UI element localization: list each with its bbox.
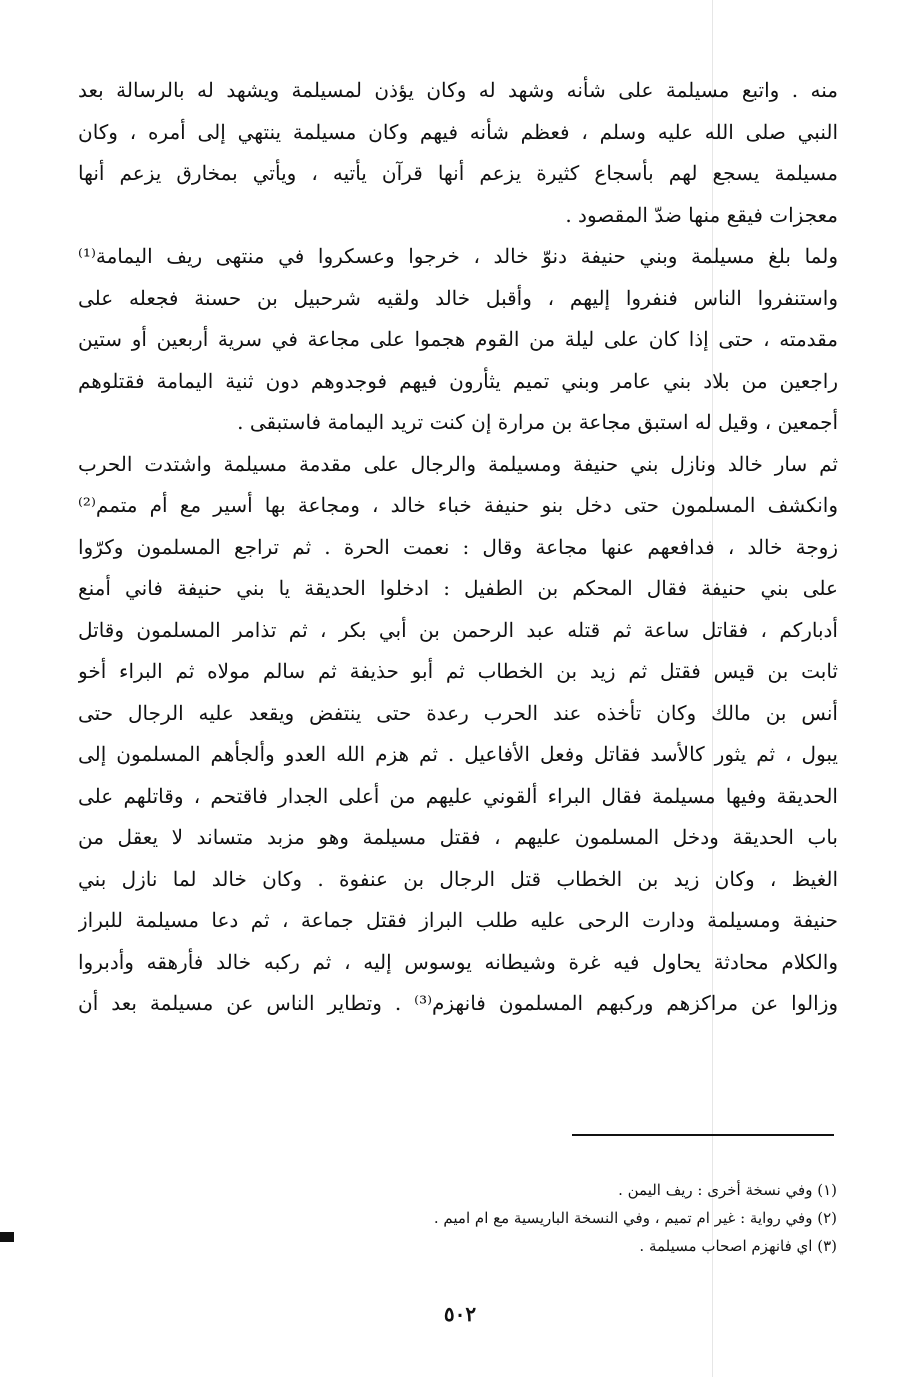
body-line: مسيلمة يسجع لهم بأسجاع كثيرة يزعم أنها قرآن يأتيه ، ويأتي بمخارق يزعم أنها (78, 161, 838, 185)
footnotes (237, 1176, 837, 1260)
body-line: وزالوا عن مراكزهم وركبهم المسلمون فانهزم⁽³⁾ . وتطاير الناس عن مسيلمة بعد أن (78, 991, 838, 1015)
body-line: ثابت بن قيس فقتل ثم زيد بن الخطاب ثم أبو حذيفة ثم سالم مولاه ثم البراء أخو (78, 659, 838, 683)
body-line: راجعين من بلاد بني عامر وبني تميم يثأرون فيهم فوجدوهم دون ثنية اليمامة فقتلوهم (78, 368, 838, 393)
body-line: زوجة خالد ، فدافعهم عنها مجاعة وقال : نعمت الحرة . ثم تراجع المسلمون وكرّوا (78, 534, 838, 559)
body-line: باب الحديقة ودخل المسلمون عليهم ، فقتل مسيلمة وهو مزبد متساند لا يعقل من (78, 825, 838, 849)
body-line: ثم سار خالد ونازل بني حنيفة ومسيلمة والرجال على مقدمة مسيلمة واشتدت الحرب (78, 451, 838, 476)
body-line: حنيفة ومسيلمة ودارت الرحى عليه طلب البراز فقتل جماعة ، ثم دعا مسيلمة للبراز (78, 908, 838, 932)
page-number: ٥٠٢ (443, 1302, 477, 1326)
body-line: وانكشف المسلمون حتى دخل بنو حنيفة خباء خالد ، ومجاعة بها أسير مع أم متمم⁽²⁾ (78, 493, 838, 517)
body-line: النبي صلى الله عليه وسلم ، فعظم شأنه فيهم وكان مسيلمة ينتهي إلى أمره ، وكان (78, 119, 838, 144)
body-line: والكلام محادثة يحاول فيه غرة وشيطانه يوسوس إليه ، ثم ركبه خالد فأرهقه وأدبروا (78, 949, 838, 974)
body-line: منه . واتبع مسيلمة على شأنه وشهد له وكان يؤذن لمسيلمة ويشهد له بالرسالة بعد (78, 78, 838, 102)
body-line: يبول ، ثم يثور كالأسد فقاتل وفعل الأفاعيل . ثم هزم الله العدو وألجأهم المسلمون إلى (78, 742, 838, 766)
body-line: واستنفروا الناس فنفروا إليهم ، وأقبل خالد ولقيه شرحبيل بن حسنة فجعله على (78, 285, 838, 310)
body-line: الغيظ ، وكان زيد بن الخطاب قتل الرجال بن عنفوة . وكان خالد لما نازل بني (78, 866, 838, 891)
footnote-1: (١) وفي نسخة أخرى : ريف اليمن . (618, 1181, 837, 1199)
body-line: الحديقة وفيها مسيلمة فقال البراء ألقوني عليهم من أعلى الجدار فاقتحم ، وقاتلهم على (78, 783, 838, 808)
body-line: أدباركم ، فقاتل ساعة ثم قتله عبد الرحمن بن أبي بكر ، ثم تذامر المسلمون وقاتل (78, 617, 838, 642)
scan-margin-mark (0, 1232, 14, 1242)
body-line: معجزات فيقع منها ضدّ المقصود . (565, 202, 838, 227)
body-line: أجمعين ، وقيل له استبق مجاعة بن مرارة إن كنت تريد اليمامة فاستبقى . (237, 410, 838, 434)
body-line: أنس بن مالك وكان تأخذه عند الحرب رعدة حتى ينتفض ويقعد عليه الرجال حتى (78, 700, 838, 725)
body-line: ولما بلغ مسيلمة وبني حنيفة دنوّ خالد ، خرجوا وعسكروا في منتهى ريف اليمامة⁽¹⁾ (78, 244, 838, 268)
footnote-2: (٢) وفي رواية : غير ام تميم ، وفي النسخة الباريسية مع ام اميم . (433, 1209, 837, 1227)
body-line: على بني حنيفة فقال المحكم بن الطفيل : ادخلوا الحديقة يا بني حنيفة فاني أمنع (78, 576, 838, 600)
footnote-3: (٣) اي فانهزم اصحاب مسيلمة . (639, 1237, 837, 1255)
body-line: مقدمته ، حتى إذا كان على ليلة من القوم هجموا على مجاعة في سرية أربعين أو ستين (78, 327, 838, 351)
body-text (78, 70, 838, 1025)
footnote-separator (572, 1134, 834, 1136)
